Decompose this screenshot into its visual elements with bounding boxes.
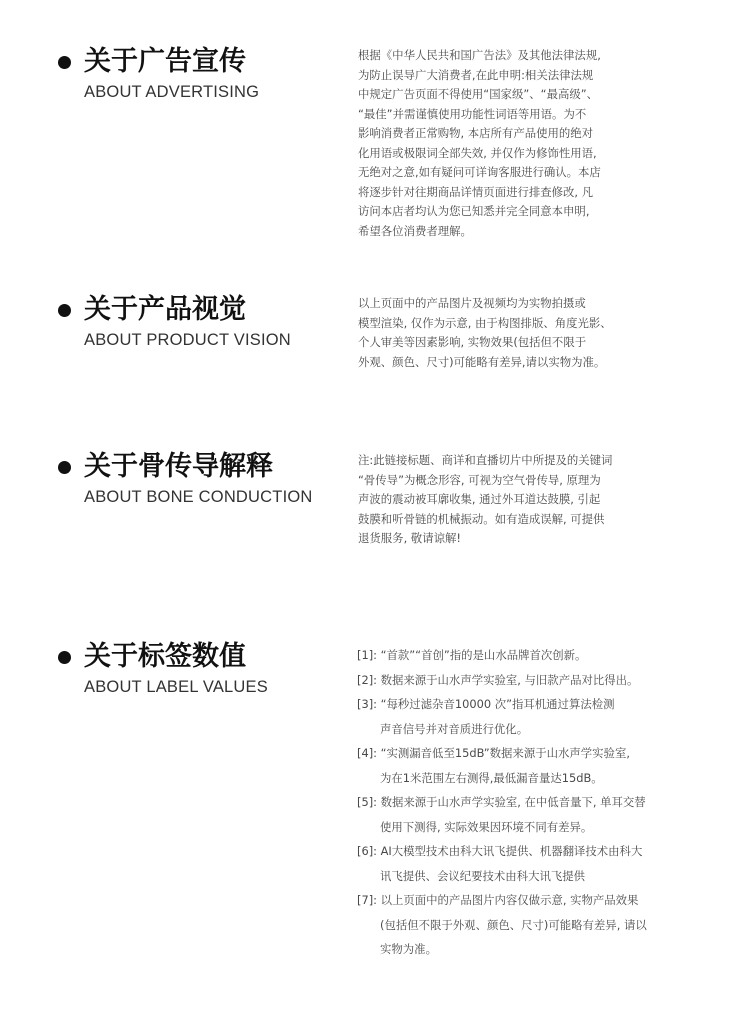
product-vision-statement bbox=[358, 294, 646, 372]
footnote-item bbox=[357, 839, 697, 888]
section-subtitle: ABOUT PRODUCT VISION bbox=[84, 331, 291, 349]
bullet-dot bbox=[58, 651, 71, 664]
footnote-item bbox=[357, 692, 697, 741]
bullet-dot bbox=[58, 56, 71, 69]
bone-conduction-statement bbox=[358, 451, 646, 549]
section-title: 关于广告宣传 bbox=[84, 46, 246, 77]
section-title: 关于骨传导解释 bbox=[84, 451, 273, 482]
footnote-continuation: 实物为准。 bbox=[380, 942, 437, 956]
body-line: 以上页面中的产品图片及视频均为实物拍摄或 bbox=[358, 296, 586, 310]
footnote-continuation: 为在1米范围左右测得,最低漏音量达15dB。 bbox=[380, 770, 603, 785]
body-line: 模型渲染, 仅作为示意, 由于构图排版、角度光影、 bbox=[358, 315, 612, 330]
footnote-item bbox=[357, 668, 697, 693]
body-line: 无绝对之意,如有疑问可详询客服进行确认。本店 bbox=[358, 165, 601, 179]
section-title: 关于产品视觉 bbox=[84, 294, 246, 325]
footnote-line: [3]: “每秒过滤杂音10000 次”指耳机通过算法检测 bbox=[357, 697, 615, 711]
bullet-dot bbox=[58, 304, 71, 317]
footnote-continuation: 声音信号并对音质进行优化。 bbox=[380, 721, 529, 736]
footnote-item bbox=[357, 643, 697, 668]
body-line: 外观、颜色、尺寸)可能略有差异,请以实物为准。 bbox=[358, 354, 606, 369]
section-subtitle: ABOUT ADVERTISING bbox=[84, 83, 260, 101]
footnote-continuation: 讯飞提供、会议纪要技术由科大讯飞提供 bbox=[380, 868, 586, 883]
body-line: 根据《中华人民共和国广告法》及其他法律法规, bbox=[358, 48, 601, 62]
body-line: 影响消费者正常购物, 本店所有产品使用的绝对 bbox=[358, 126, 594, 140]
section-title: 关于标签数值 bbox=[84, 641, 246, 672]
body-line: 为防止误导广大消费者,在此申明:相关法律法规 bbox=[358, 67, 594, 82]
body-line: “骨传导”为概念形容, 可视为空气骨传导, 原理为 bbox=[358, 472, 601, 487]
body-line: 个人审美等因素影响, 实物效果(包括但不限于 bbox=[358, 335, 587, 349]
footnote-line: [2]: 数据来源于山水声学实验室, 与旧款产品对比得出。 bbox=[357, 672, 639, 687]
body-line: 鼓膜和听骨链的机械振动。如有造成误解, 可提供 bbox=[358, 511, 605, 526]
body-line: 将逐步针对往期商品详情页面进行排查修改, 凡 bbox=[358, 184, 594, 199]
footnote-item bbox=[357, 741, 697, 790]
body-line: 注:此链接标题、商详和直播切片中所提及的关键词 bbox=[358, 453, 613, 467]
footnote-item bbox=[357, 888, 697, 962]
bullet-dot bbox=[58, 461, 71, 474]
footnote-continuation: 使用下测得, 实际效果因环境不同有差异。 bbox=[380, 819, 593, 834]
body-line: 访问本店者均认为您已知悉并完全同意本申明, bbox=[358, 204, 590, 218]
footnote-line: [7]: 以上页面中的产品图片内容仅做示意, 实物产品效果 bbox=[357, 893, 639, 907]
body-line: 中规定广告页面不得使用“国家级”、“最高级”、 bbox=[358, 87, 599, 101]
footnote-line: [1]: “首款”“首创”指的是山水品牌首次创新。 bbox=[357, 648, 587, 662]
body-line: 声波的震动被耳廓收集, 通过外耳道达鼓膜, 引起 bbox=[358, 492, 601, 506]
body-line: 希望各位消费者理解。 bbox=[358, 223, 472, 238]
footnote-line: [5]: 数据来源于山水声学实验室, 在中低音量下, 单耳交替 bbox=[357, 795, 646, 809]
section-subtitle: ABOUT BONE CONDUCTION bbox=[84, 488, 313, 506]
footnote-item bbox=[357, 790, 697, 839]
footnote-line: [6]: AI大模型技术由科大讯飞提供、机器翻译技术由科大 bbox=[357, 844, 643, 858]
section-subtitle: ABOUT LABEL VALUES bbox=[84, 678, 268, 696]
body-line: 化用语或极限词全部失效, 并仅作为修饰性用语, bbox=[358, 145, 597, 160]
body-line: “最佳”并需谨慎使用功能性词语等用语。为不 bbox=[358, 106, 587, 121]
footnote-line: [4]: “实测漏音低至15dB”数据来源于山水声学实验室, bbox=[357, 746, 630, 760]
body-line: 退货服务, 敬请谅解! bbox=[358, 531, 461, 545]
footnote-list bbox=[357, 643, 697, 962]
advertising-statement bbox=[358, 46, 646, 241]
footnote-continuation: (包括但不限于外观、颜色、尺寸)可能略有差异, 请以 bbox=[380, 917, 647, 932]
